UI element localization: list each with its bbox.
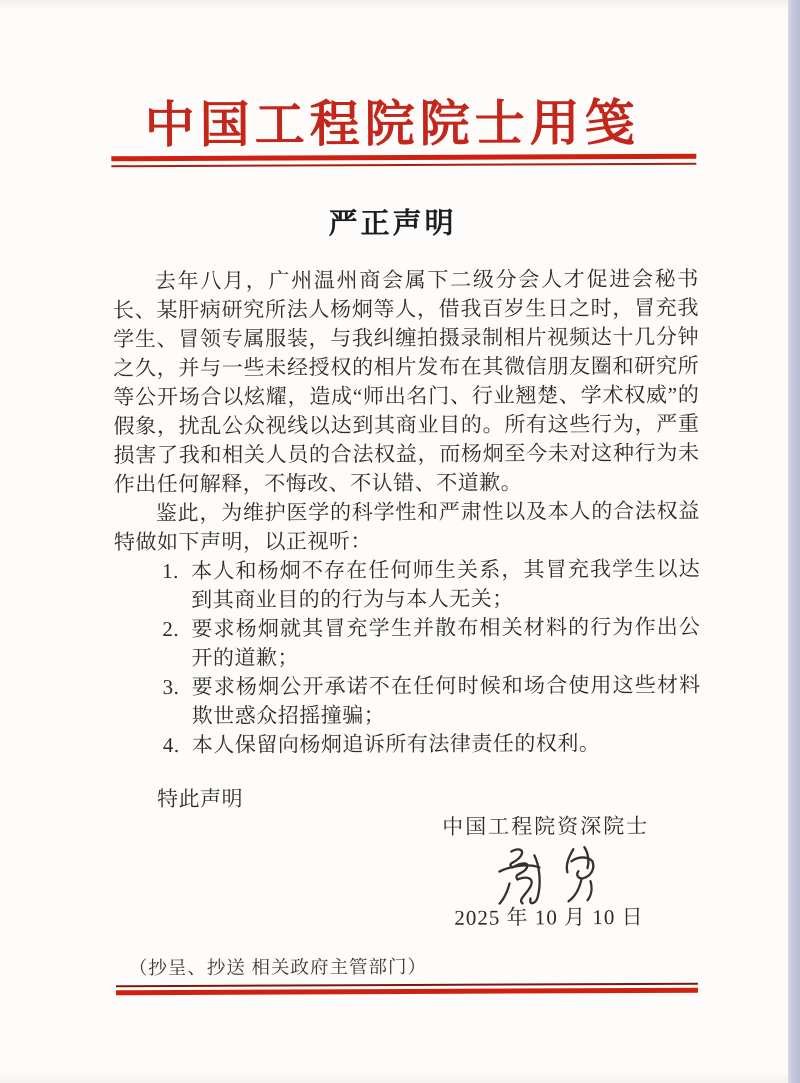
statement-item-1	[162, 555, 700, 615]
statement-list	[162, 555, 701, 760]
body-paragraph-2: 鉴此，为维护医学的科学性和严肃性以及本人的合法权益特做如下声明，以正视听：	[113, 498, 700, 555]
handwritten-signature	[487, 843, 619, 910]
document-title: 严正声明	[328, 207, 457, 241]
photo-edge-strip	[788, 0, 800, 1083]
statement-item-4	[163, 729, 701, 760]
date-line: 2025 年 10 月 10 日	[454, 904, 644, 930]
statement-item-2	[162, 613, 700, 673]
letterhead-title: 中国工程院院士用笺	[144, 92, 640, 155]
signer-title: 中国工程院资深院士	[442, 813, 650, 839]
cc-note: （抄呈、抄送 相关政府主管部门）	[128, 957, 427, 980]
item-number: 4.	[162, 732, 180, 758]
item-text: 要求杨炯就其冒充学生并散布相关材料的行为作出公开的道歉；	[191, 614, 701, 670]
item-text: 本人保留向杨炯追诉所有法律责任的权利。	[191, 731, 601, 757]
letterhead-divider	[111, 154, 696, 168]
document-body	[113, 265, 702, 985]
closing-statement: 特此声明	[157, 786, 244, 812]
statement-item-3	[163, 671, 701, 731]
footer-divider	[116, 983, 698, 996]
item-number: 2.	[162, 616, 180, 642]
signature-area	[115, 841, 701, 906]
item-text: 要求杨炯公开承诺不在任何时候和场合使用这些材料欺世惑众招摇撞骗；	[191, 672, 701, 728]
item-text: 本人和杨炯不存在任何师生关系，其冒充我学生以达到其商业目的的行为与本人无关；	[191, 556, 701, 612]
body-paragraph-1: 去年八月，广州温州商会属下二级分会人才促进会秘书长、某肝病研究所法人杨炯等人，借我百岁生日之时，冒充我学生、冒领专属服装，与我纠缠拍摄录制相片视频达十几分钟之久，并与一些未经授权的相片发布在其微信朋友圈和研究所等公开场合以炫耀，造成“师出名门、行业翘楚、学术权威”的假象，扰乱公众视线以达到其商业目的。所有这些行为，严重损害了我和相关人员的合法权益，而杨炯至今未对这种行为未作出任何解释，不悔改、不认错、不道歉。	[112, 266, 700, 497]
item-number: 1.	[162, 558, 179, 584]
item-number: 3.	[162, 674, 180, 700]
